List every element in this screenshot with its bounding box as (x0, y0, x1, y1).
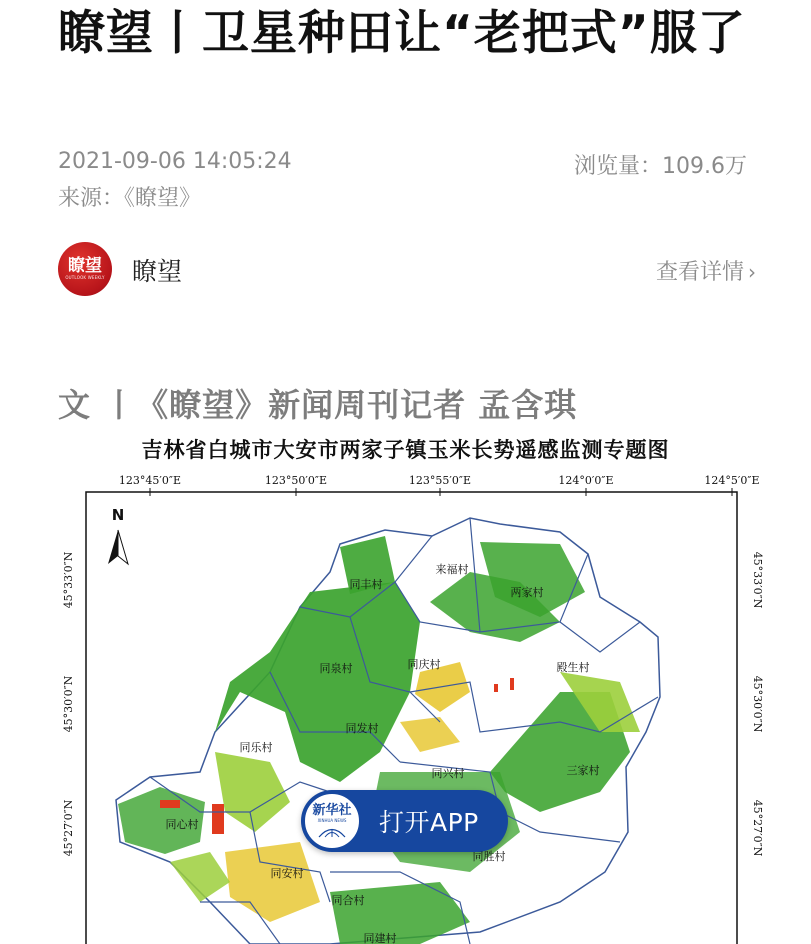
latitude-tick-label: 45°27′0″N (62, 799, 75, 857)
village-label: 同泉村 (319, 662, 353, 675)
latitude-tick-label: 45°27′0″N (751, 799, 764, 857)
latitude-tick-label: 45°30′0″N (751, 675, 764, 733)
open-app-button[interactable] (301, 790, 508, 852)
author-row (58, 242, 756, 298)
article-source: 来源：《瞭望》 (58, 186, 202, 211)
map-image (0, 432, 811, 944)
view-details-link[interactable] (656, 255, 756, 286)
publish-date: 2021-09-06 14:05:24 (58, 149, 292, 174)
village-label: 殿生村 (556, 661, 590, 674)
xinhua-logo-icon (303, 792, 361, 850)
xinhua-logo-subtext: XINHUA NEWS (317, 818, 347, 823)
village-label: 同心村 (165, 818, 199, 831)
longitude-tick-label: 124°0′0″E (558, 474, 614, 487)
avatar-logo-subtext: OUTLOOK WEEKLY (65, 275, 105, 280)
village-label: 同合村 (331, 894, 365, 907)
avatar-logo-text: 瞭望 (68, 256, 102, 276)
north-label: N (111, 506, 125, 524)
view-details-label: 查看详情 (655, 260, 744, 285)
article-title: 瞭望丨卫星种田让“老把式”服了 (58, 6, 746, 61)
village-label: 同建村 (363, 932, 397, 944)
longitude-tick-label: 124°5′0″E (704, 474, 760, 487)
article-byline: 文 丨《瞭望》新闻周刊记者 孟含琪 (58, 386, 578, 424)
village-label: 同胜村 (472, 850, 506, 863)
globe-icon (317, 826, 347, 838)
xinhua-logo-text: 新华社 (312, 803, 352, 818)
latitude-tick-label: 45°33′0″N (62, 551, 75, 609)
latitude-tick-label: 45°30′0″N (62, 675, 75, 733)
longitude-tick-label: 123°45′0″E (118, 474, 182, 487)
author-avatar[interactable] (58, 242, 112, 296)
latitude-tick-label: 45°33′0″N (751, 551, 764, 609)
village-label: 同发村 (345, 722, 379, 735)
chevron-right-icon: › (748, 260, 756, 284)
view-count: 浏览量：109.6万 (574, 154, 747, 179)
longitude-tick-label: 123°50′0″E (264, 474, 328, 487)
village-label: 同庆村 (407, 658, 441, 671)
map-title: 吉林省白城市大安市两家子镇玉米长势遥感监测专题图 (141, 438, 670, 462)
village-label: 来福村 (435, 563, 469, 576)
village-label: 同安村 (270, 867, 304, 880)
village-label: 同乐村 (239, 741, 273, 754)
village-label: 三家村 (566, 764, 600, 777)
open-app-label: 打开APP (379, 808, 479, 837)
longitude-tick-label: 123°55′0″E (408, 474, 472, 487)
author-name[interactable]: 瞭望 (132, 257, 183, 286)
map-figure (0, 432, 811, 944)
village-label: 同丰村 (349, 578, 383, 591)
village-label: 两家村 (510, 586, 544, 599)
village-label: 同兴村 (431, 767, 465, 780)
